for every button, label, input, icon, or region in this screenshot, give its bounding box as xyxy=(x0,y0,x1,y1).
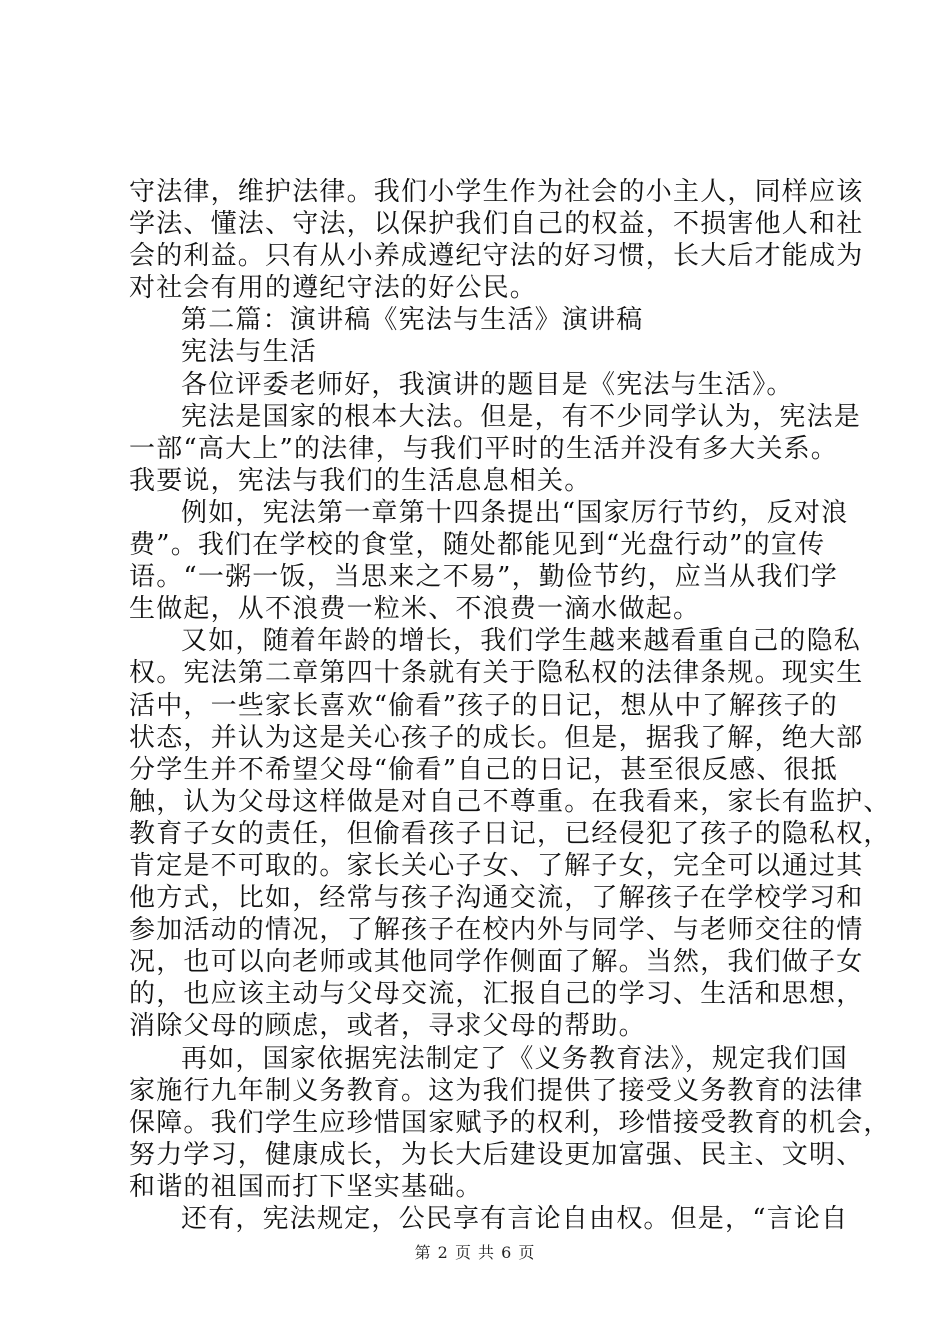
text-line: 活中，一些家长喜欢“偷看”孩子的日记，想从中了解孩子的 xyxy=(129,690,838,721)
text-line: 宪法与生活 xyxy=(181,337,318,368)
text-line: 家施行九年制义务教育。这为我们提供了接受义务教育的法律 xyxy=(129,1075,864,1106)
text-line: 会的利益。只有从小养成遵纪守法的好习惯，长大后才能成为 xyxy=(129,241,864,272)
text-line: 守法律，维护法律。我们小学生作为社会的小主人，同样应该 xyxy=(129,177,864,207)
text-line: 教育子女的责任，但偷看孩子日记，已经侵犯了孩子的隐私权， xyxy=(129,818,891,849)
text-line: 还有，宪法规定，公民享有言论自由权。但是，“言论自 xyxy=(181,1204,849,1234)
text-line: 肯定是不可取的。家长关心子女、了解子女，完全可以通过其 xyxy=(129,850,864,881)
document-body xyxy=(129,176,891,1235)
text-line: 他方式，比如，经常与孩子沟通交流，了解孩子在学校学习和 xyxy=(129,883,864,914)
text-line: 学法、懂法、守法，以保护我们自己的权益，不损害他人和社 xyxy=(129,209,864,240)
text-line: 况，也可以向老师或其他同学作侧面了解。当然，我们做子女 xyxy=(129,947,864,978)
text-line: 权。宪法第二章第四十条就有关于隐私权的法律条规。现实生 xyxy=(129,658,864,689)
text-line: 宪法是国家的根本大法。但是，有不少同学认为，宪法是 xyxy=(181,401,862,432)
text-line: 第二篇：演讲稿《宪法与生活》演讲稿 xyxy=(181,305,644,336)
text-line: 各位评委老师好，我演讲的题目是《宪法与生活》。 xyxy=(181,369,794,400)
text-line: 状态，并认为这是关心孩子的成长。但是，据我了解，绝大部 xyxy=(129,722,864,753)
text-line: 和谐的祖国而打下坚实基础。 xyxy=(129,1171,483,1202)
text-line: 费”。我们在学校的食堂，随处都能见到“光盘行动”的宣传 xyxy=(129,530,826,561)
text-line: 保障。我们学生应珍惜国家赋予的权利，珍惜接受教育的机会， xyxy=(129,1107,891,1138)
text-line: 对社会有用的遵纪守法的好公民。 xyxy=(129,273,538,304)
page-footer: 第 2 页 共 6 页 xyxy=(414,1243,536,1262)
text-line: 一部“高大上”的法律，与我们平时的生活并没有多大关系。 xyxy=(129,433,838,464)
text-line: 触，认为父母这样做是对自己不尊重。在我看来，家长有监护、 xyxy=(129,786,891,817)
text-line: 例如，宪法第一章第十四条提出“国家厉行节约，反对浪 xyxy=(181,497,849,528)
text-line: 分学生并不希望父母“偷看”自己的日记，甚至很反感、很抵 xyxy=(129,754,838,785)
text-line: 我要说，宪法与我们的生活息息相关。 xyxy=(129,465,592,496)
text-line: 努力学习，健康成长，为长大后建设更加富强、民主、文明、 xyxy=(129,1139,864,1170)
text-line: 参加活动的情况，了解孩子在校内外与同学、与老师交往的情 xyxy=(129,915,864,946)
text-line: 生做起，从不浪费一粒米、不浪费一滴水做起。 xyxy=(129,594,701,625)
text-line: 语。“一粥一饭，当思来之不易”，勤俭节约，应当从我们学 xyxy=(129,562,838,593)
text-line: 的，也应该主动与父母交流，汇报自己的学习、生活和思想， xyxy=(129,979,864,1010)
text-line: 又如，随着年龄的增长，我们学生越来越看重自己的隐私 xyxy=(181,626,862,657)
text-line: 消除父母的顾虑，或者，寻求父母的帮助。 xyxy=(129,1011,646,1042)
text-line: 再如，国家依据宪法制定了《义务教育法》，规定我们国 xyxy=(181,1043,849,1074)
